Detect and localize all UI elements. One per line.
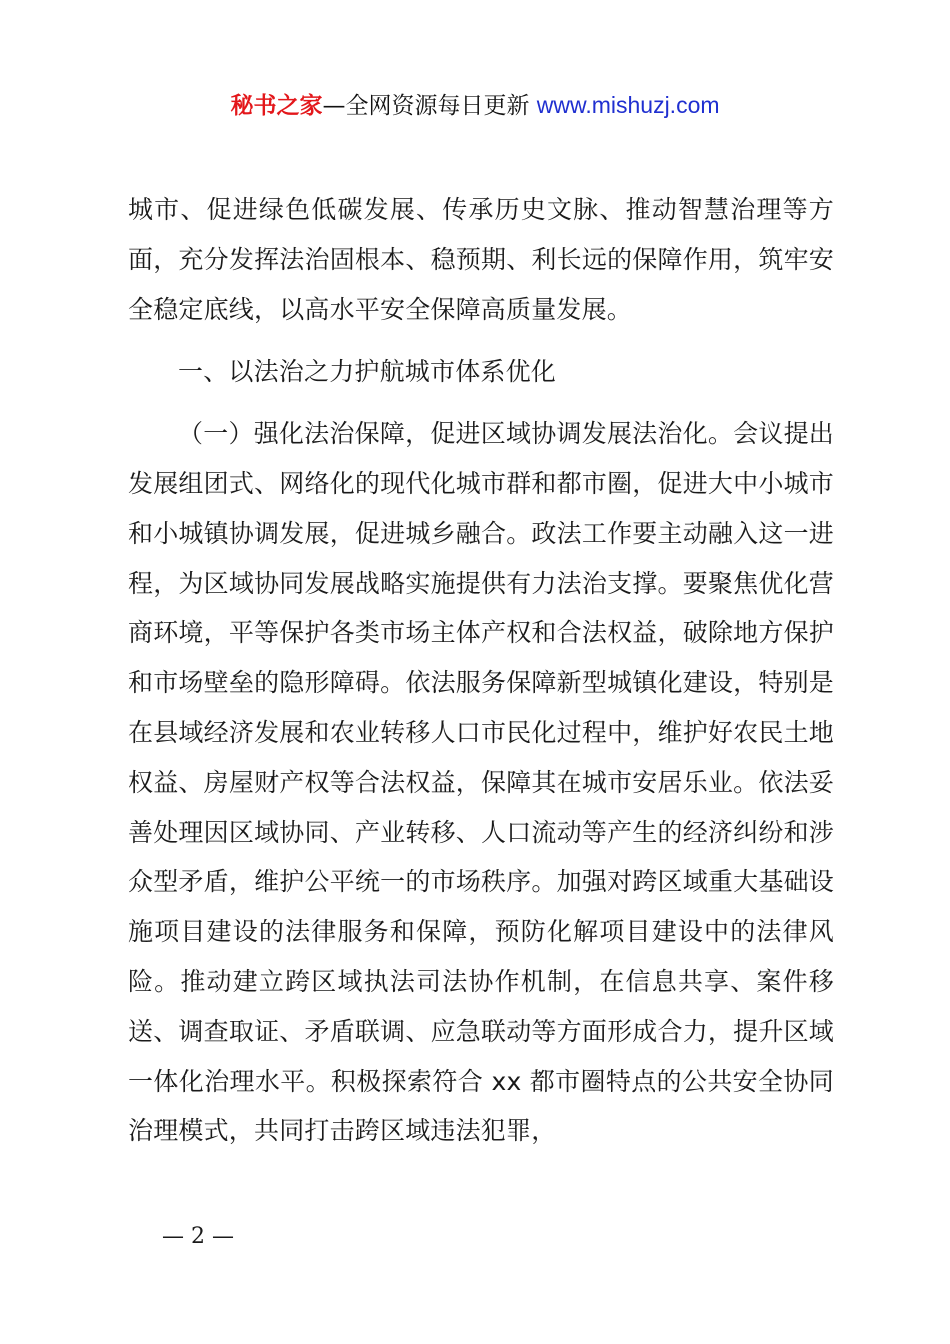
- brand-name: 秘书之家: [230, 93, 323, 119]
- site-url-link[interactable]: www.mishuzj.com: [536, 92, 720, 118]
- page-number: — 2 —: [162, 1224, 234, 1249]
- document-body: [128, 185, 834, 1156]
- site-header: [0, 88, 950, 123]
- header-slogan: —全网资源每日更新: [322, 93, 530, 119]
- body-paragraph: （一）强化法治保障，促进区域协调发展法治化。会议提出发展组团式、网络化的现代化城市群和都市圈，促进大中小城市和小城镇协调发展，促进城乡融合。政法工作要主动融入这一进程，为区域协同发展战略实施提供有力法治支撑。要聚焦优化营商环境，平等保护各类市场主体产权和合法权益，破除地方保护和市场壁垒的隐形障碍。依法服务保障新型城镇化建设，特别是在县域经济发展和农业转移人口市民化过程中，维护好农民土地权益、房屋财产权等合法权益，保障其在城市安居乐业。依法妥善处理因区域协同、产业转移、人口流动等产生的经济纠纷和涉众型矛盾，维护公平统一的市场秩序。加强对跨区域重大基础设施项目建设的法律服务和保障，预防化解项目建设中的法律风险。推动建立跨区域执法司法协作机制，在信息共享、案件移送、调查取证、矛盾联调、应急联动等方面形成合力，提升区域一体化治理水平。积极探索符合 xx 都市圈特点的公共安全协同治理模式，共同打击跨区域违法犯罪，: [128, 419, 834, 1146]
- intro-paragraph: 城市、促进绿色低碳发展、传承历史文脉、推动智慧治理等方面，充分发挥法治固根本、稳预期、利长远的保障作用，筑牢安全稳定底线，以高水平安全保障高质量发展。: [128, 195, 834, 324]
- section-heading: 一、以法治之力护航城市体系优化: [178, 357, 557, 387]
